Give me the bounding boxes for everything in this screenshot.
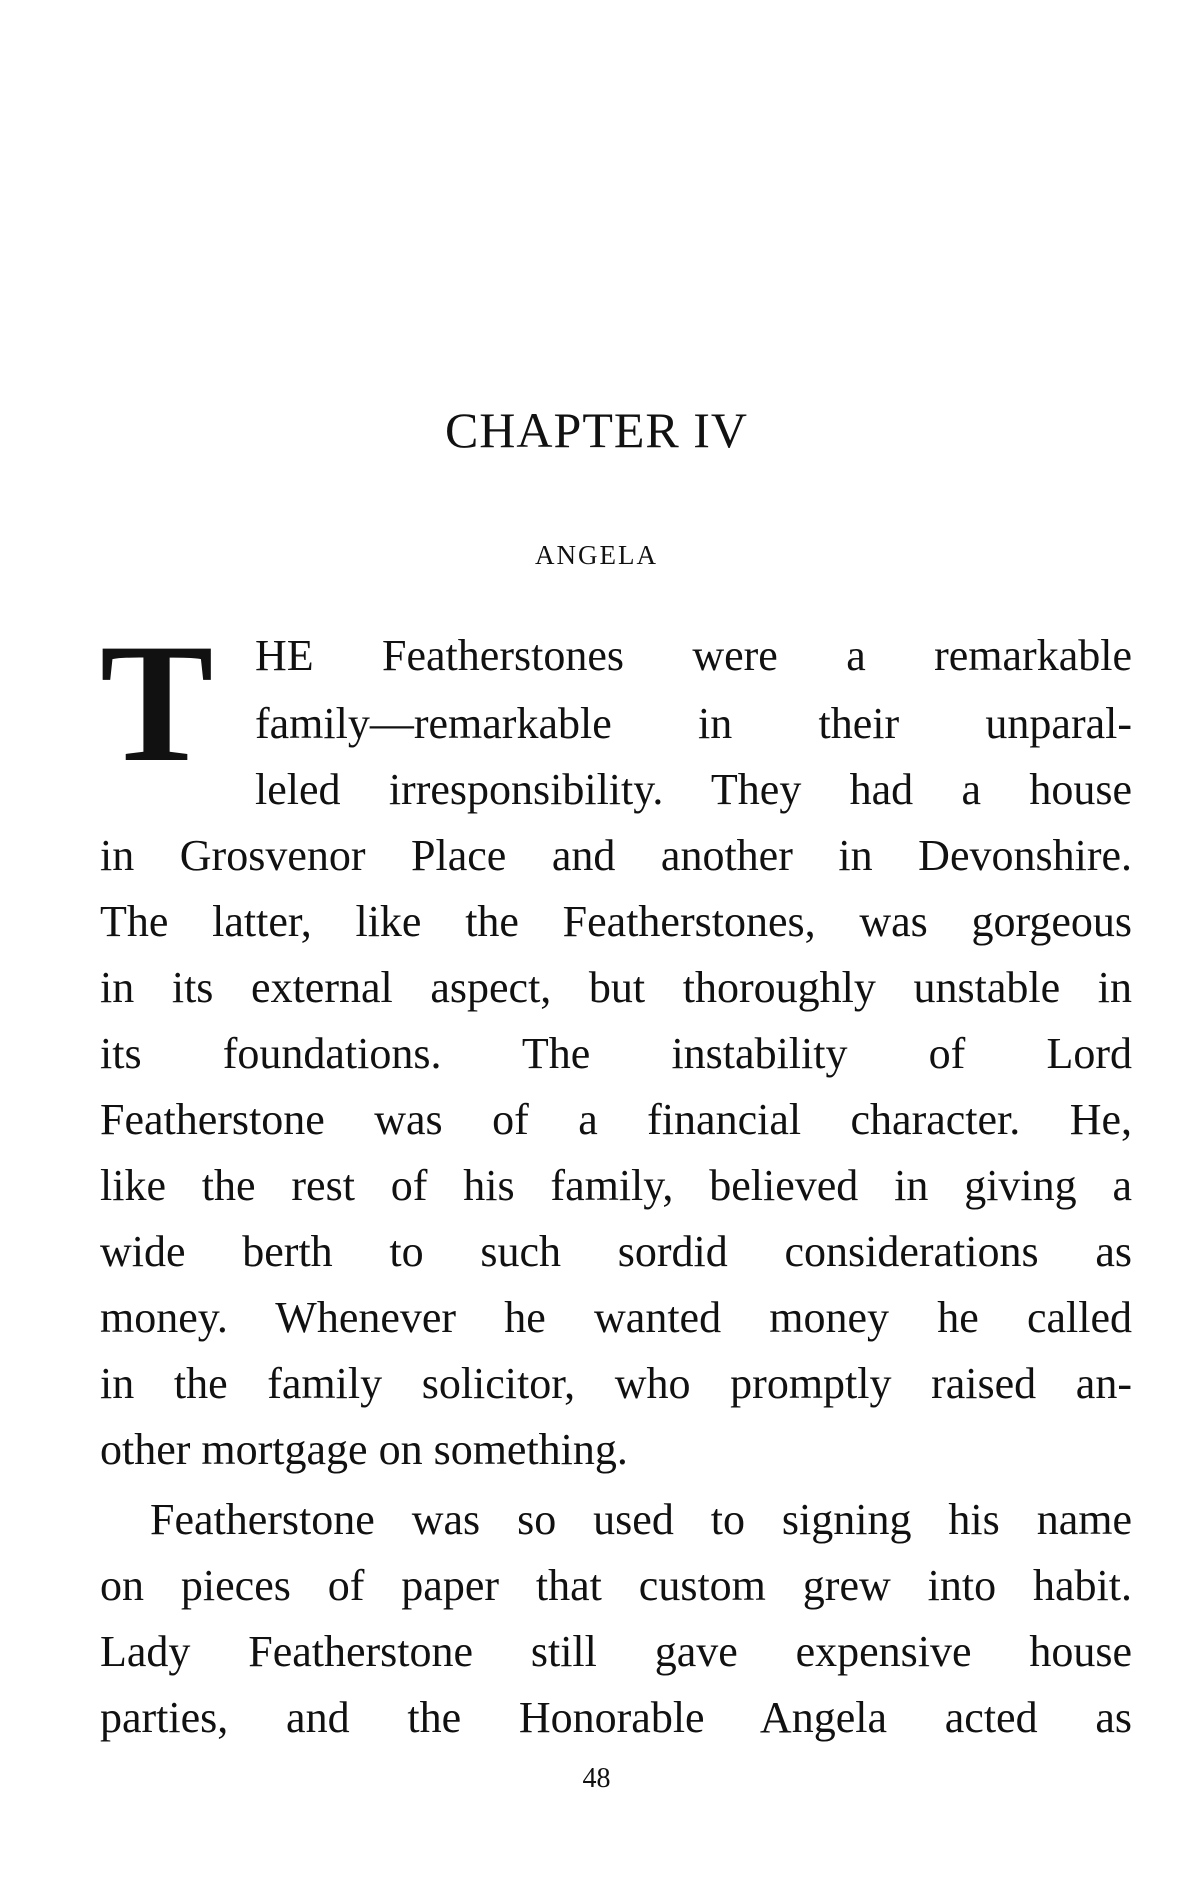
text-line: money. Whenever he wanted money he called bbox=[100, 1293, 1132, 1342]
text-line: wide berth to such sordid considerations as bbox=[100, 1227, 1132, 1276]
text-line: The latter, like the Featherstones, was gorgeous bbox=[100, 897, 1132, 946]
text-line: like the rest of his family, believed in giving a bbox=[100, 1161, 1132, 1210]
text-line: HE Featherstones were a remarkable bbox=[255, 631, 1132, 680]
page-number: 48 bbox=[582, 1763, 611, 1794]
drop-cap: T bbox=[100, 609, 214, 797]
text-line: in Grosvenor Place and another in Devonshire. bbox=[100, 831, 1132, 880]
text-line: other mortgage on something. bbox=[100, 1425, 628, 1474]
text-line: its foundations. The instability of Lord bbox=[100, 1029, 1132, 1078]
text-line: on pieces of paper that custom grew into habit. bbox=[100, 1561, 1132, 1610]
text-line: family—remarkable in their unparal- bbox=[255, 699, 1132, 748]
text-line: Lady Featherstone still gave expensive house bbox=[100, 1627, 1132, 1676]
chapter-title: CHAPTER IV bbox=[444, 402, 749, 458]
text-line: parties, and the Honorable Angela acted as bbox=[100, 1693, 1132, 1742]
text-line: Featherstone was of a financial character. He, bbox=[100, 1095, 1132, 1144]
text-line: in its external aspect, but thoroughly unstable in bbox=[100, 963, 1132, 1012]
text-line: Featherstone was so used to signing his name bbox=[150, 1495, 1132, 1544]
text-line: leled irresponsibility. They had a house bbox=[255, 765, 1132, 814]
chapter-subtitle: ANGELA bbox=[535, 540, 658, 570]
text-line: in the family solicitor, who promptly raised an- bbox=[100, 1359, 1132, 1408]
